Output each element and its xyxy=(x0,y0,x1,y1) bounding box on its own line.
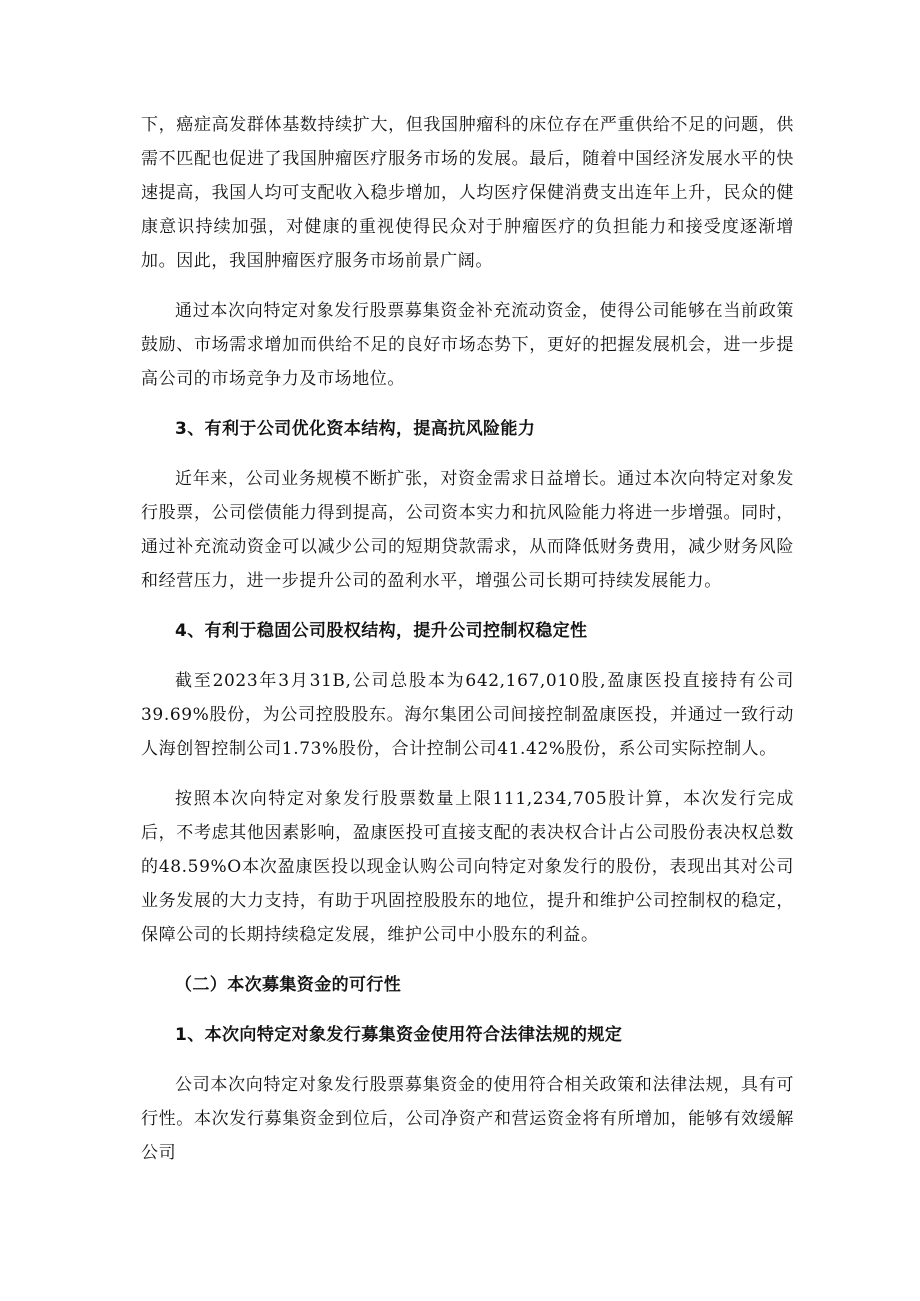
paragraph-capital-structure: 近年来，公司业务规模不断扩张，对资金需求日益增长。通过本次向特定对象发行股票，公司偿债能力得到提高，公司资本实力和抗风险能力将进一步增强。同时，通过补充流动资金可以减少公司的短期贷款需求，从而降低财务费用，减少财务风险和经营压力，进一步提升公司的盈利水平，增强公司长期可持续发展能力。 xyxy=(141,469,794,591)
paragraph-shareholding: 截至2023年3月31B,公司总股本为642,167,010股,盈康医投直接持有公司39.69%股份，为公司控股股东。海尔集团公司间接控制盈康医投，并通过一致行动人海创智控制公司1.73%股份，合计控制公司41.42%股份，系公司实际控制人。 xyxy=(141,671,794,759)
document-body xyxy=(141,108,794,1186)
heading-equity-structure: 4、有利于稳固公司股权结构，提升公司控制权稳定性 xyxy=(175,621,588,641)
paragraph-legal-compliance: 公司本次向特定对象发行股票募集资金的使用符合相关政策和法律法规，具有可行性。本次发行募集资金到位后，公司净资产和营运资金将有所增加，能够有效缓解公司 xyxy=(141,1075,794,1163)
paragraph-working-capital: 通过本次向特定对象发行股票募集资金补充流动资金，使得公司能够在当前政策鼓励、市场需求增加而供给不足的良好市场态势下，更好的把握发展机会，进一步提高公司的市场竞争力及市场地位。 xyxy=(141,301,794,389)
heading-capital-structure: 3、有利于公司优化资本结构，提高抗风险能力 xyxy=(175,419,536,439)
paragraph-voting-rights: 按照本次向特定对象发行股票数量上限111,234,705股计算，本次发行完成后，不考虑其他因素影响，盈康医投可直接支配的表决权合计占公司股份表决权总数的48.59%O本次盈康医投以现金认购公司向特定对象发行的股份，表现出其对公司业务发展的大力支持，有助于巩固控股股东的地位，提升和维护公司控制权的稳定，保障公司的长期持续稳定发展，维护公司中小股东的利益。 xyxy=(141,789,794,945)
heading-feasibility: （二）本次募集资金的可行性 xyxy=(175,975,402,995)
paragraph-market-outlook: 下，癌症高发群体基数持续扩大，但我国肿瘤科的床位存在严重供给不足的问题，供需不匹配也促进了我国肿瘤医疗服务市场的发展。最后，随着中国经济发展水平的快速提高，我国人均可支配收入稳步增加，人均医疗保健消费支出连年上升，民众的健康意识持续加强，对健康的重视使得民众对于肿瘤医疗的负担能力和接受度逐渐增加。因此，我国肿瘤医疗服务市场前景广阔。 xyxy=(141,115,794,271)
heading-legal-compliance: 1、本次向特定对象发行募集资金使用符合法律法规的规定 xyxy=(175,1025,623,1045)
